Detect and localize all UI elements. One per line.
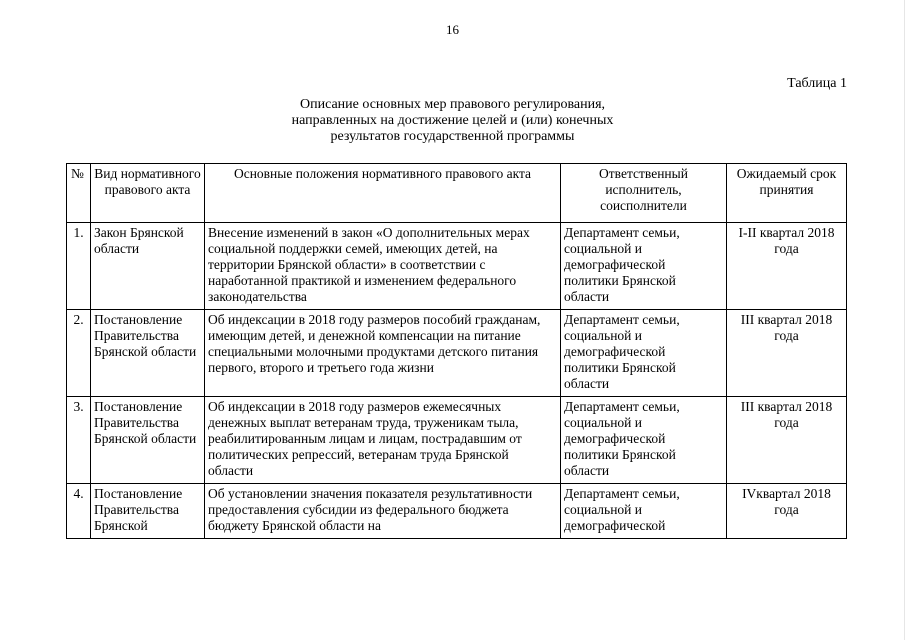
row-term: III квартал 2018 года	[727, 310, 847, 397]
row-number: 4.	[67, 484, 91, 539]
header-act-type: Вид нормативного правового акта	[91, 164, 205, 223]
caption-line: результатов государственной программы	[330, 129, 575, 144]
row-responsible: Департамент семьи, социальной и демографической политики Брянской области	[561, 223, 727, 310]
measures-table	[66, 163, 847, 539]
table-row	[67, 397, 847, 484]
header-number: №	[67, 164, 91, 223]
row-responsible: Департамент семьи, социальной и демографической	[561, 484, 727, 539]
row-provisions: Об индексации в 2018 году размеров ежемесячных денежных выплат ветеранам труда, труженикам тыла, реабилитированным лицам и лицам, пострадавшим от политических репрессий, ветеранам труда Брянской области	[205, 397, 561, 484]
row-responsible: Департамент семьи, социальной и демографической политики Брянской области	[561, 310, 727, 397]
caption-line: Описание основных мер правового регулирования,	[299, 97, 606, 112]
table-row	[67, 484, 847, 539]
row-act-type: Постановление Правительства Брянской области	[91, 397, 205, 484]
table-row	[67, 223, 847, 310]
table-caption	[0, 97, 905, 145]
header-term: Ожидаемый срок принятия	[727, 164, 847, 223]
row-provisions: Об индексации в 2018 году размеров пособий гражданам, имеющим детей, и денежной компенсации на питание специальными молочными продуктами детского питания первого, второго и третьего года жизни	[205, 310, 561, 397]
row-act-type: Постановление Правительства Брянской области	[91, 310, 205, 397]
row-responsible: Департамент семьи, социальной и демографической политики Брянской области	[561, 397, 727, 484]
row-provisions: Об установлении значения показателя результативности предоставления субсидии из федерального бюджета бюджету Брянской области на	[205, 484, 561, 539]
caption-line: направленных на достижение целей и (или) конечных	[291, 113, 614, 128]
row-number: 1.	[67, 223, 91, 310]
row-provisions: Внесение изменений в закон «О дополнительных мерах социальной поддержки семей, имеющих детей, на территории Брянской области» в соответствии с наработанной практикой и изменением федерального законодательства	[205, 223, 561, 310]
row-act-type: Закон Брянской области	[91, 223, 205, 310]
row-term: I-II квартал 2018 года	[727, 223, 847, 310]
table-label: Таблица 1	[787, 76, 847, 91]
row-term: III квартал 2018 года	[727, 397, 847, 484]
header-provisions: Основные положения нормативного правового акта	[205, 164, 561, 223]
table-header-row	[67, 164, 847, 223]
row-number: 3.	[67, 397, 91, 484]
row-number: 2.	[67, 310, 91, 397]
header-responsible: Ответственный исполнитель, соисполнители	[561, 164, 727, 223]
row-act-type: Постановление Правительства Брянской	[91, 484, 205, 539]
row-term: IVквартал 2018 года	[727, 484, 847, 539]
page-number: 16	[446, 22, 459, 37]
table-row	[67, 310, 847, 397]
